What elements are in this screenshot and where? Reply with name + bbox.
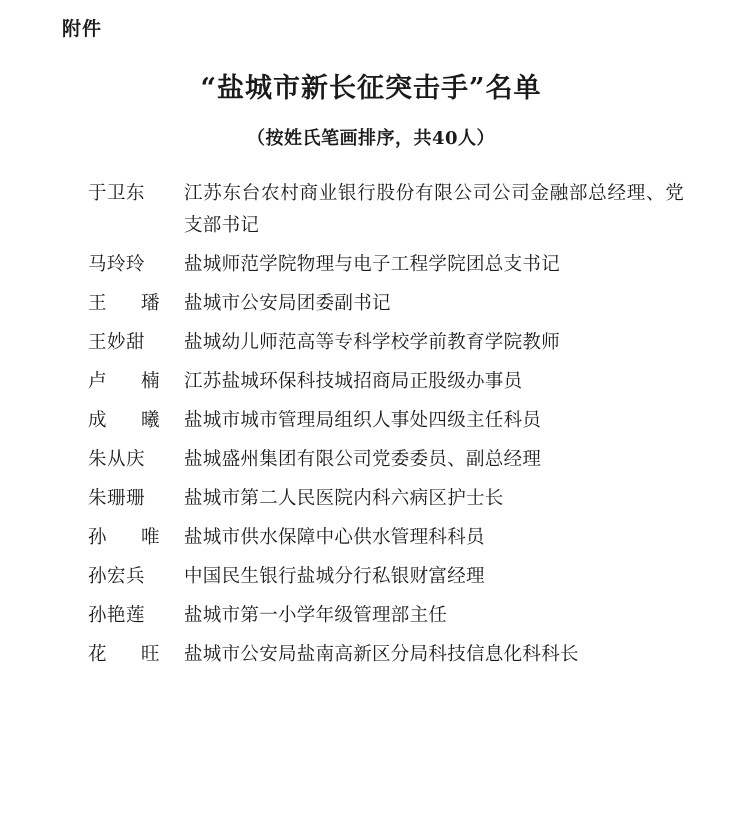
person-name <box>88 366 184 398</box>
person-title: 盐城市第一小学年级管理部主任 <box>184 605 448 626</box>
person-name-surname: 花 <box>88 644 108 665</box>
person-name: 马玲玲 <box>88 254 146 275</box>
person-title: 盐城市城市管理局组织人事处四级主任科员 <box>184 410 542 431</box>
person-name <box>88 405 184 437</box>
person-title: 江苏盐城环保科技城招商局正股级办事员 <box>184 371 523 392</box>
page-subtitle: （按姓氏笔画排序，共40人） <box>246 128 496 149</box>
person-title: 盐城市供水保障中心供水管理科科员 <box>184 527 485 548</box>
person-name-surname: 卢 <box>88 371 108 392</box>
person-title: 江苏东台农村商业银行股份有限公司公司金融部总经理、党支部书记 <box>184 183 684 236</box>
person-name-given: 唯 <box>140 527 160 548</box>
list-item <box>0 249 742 281</box>
list-item <box>0 288 742 320</box>
person-title: 盐城市公安局团委副书记 <box>184 293 391 314</box>
person-name: 王妙甜 <box>88 332 146 353</box>
person-name: 朱珊珊 <box>88 488 146 509</box>
person-name <box>88 288 184 320</box>
person-title: 中国民生银行盐城分行私银财富经理 <box>184 566 485 587</box>
list-item <box>0 561 742 593</box>
person-name-given: 曦 <box>140 410 160 431</box>
list-item <box>0 600 742 632</box>
person-name-surname: 孙 <box>88 527 108 548</box>
person-title: 盐城市公安局盐南高新区分局科技信息化科科长 <box>184 644 579 665</box>
page-title: “盐城市新长征突击手”名单 <box>200 73 542 104</box>
person-name: 孙宏兵 <box>88 566 146 587</box>
list-item <box>0 327 742 359</box>
list-item <box>0 366 742 398</box>
list-item <box>0 405 742 437</box>
person-name: 于卫东 <box>88 183 146 204</box>
person-title: 盐城市第二人民医院内科六病区护士长 <box>184 488 504 509</box>
person-name-surname: 成 <box>88 410 108 431</box>
person-name-given: 璠 <box>140 293 160 314</box>
list-item <box>0 522 742 554</box>
person-name: 朱从庆 <box>88 449 146 470</box>
person-title: 盐城盛州集团有限公司党委委员、副总经理 <box>184 449 542 470</box>
person-name-given: 旺 <box>140 644 160 665</box>
person-name <box>88 639 184 671</box>
person-name: 孙艳莲 <box>88 605 146 626</box>
person-name-given: 楠 <box>140 371 160 392</box>
list-item <box>0 483 742 515</box>
name-list <box>0 178 742 678</box>
person-name <box>88 522 184 554</box>
person-title: 盐城师范学院物理与电子工程学院团总支书记 <box>184 254 561 275</box>
person-title: 盐城幼儿师范高等专科学校学前教育学院教师 <box>184 332 561 353</box>
list-item <box>0 178 742 242</box>
person-name-surname: 王 <box>88 293 108 314</box>
list-item <box>0 444 742 476</box>
list-item <box>0 639 742 671</box>
attachment-label: 附件 <box>62 18 103 40</box>
